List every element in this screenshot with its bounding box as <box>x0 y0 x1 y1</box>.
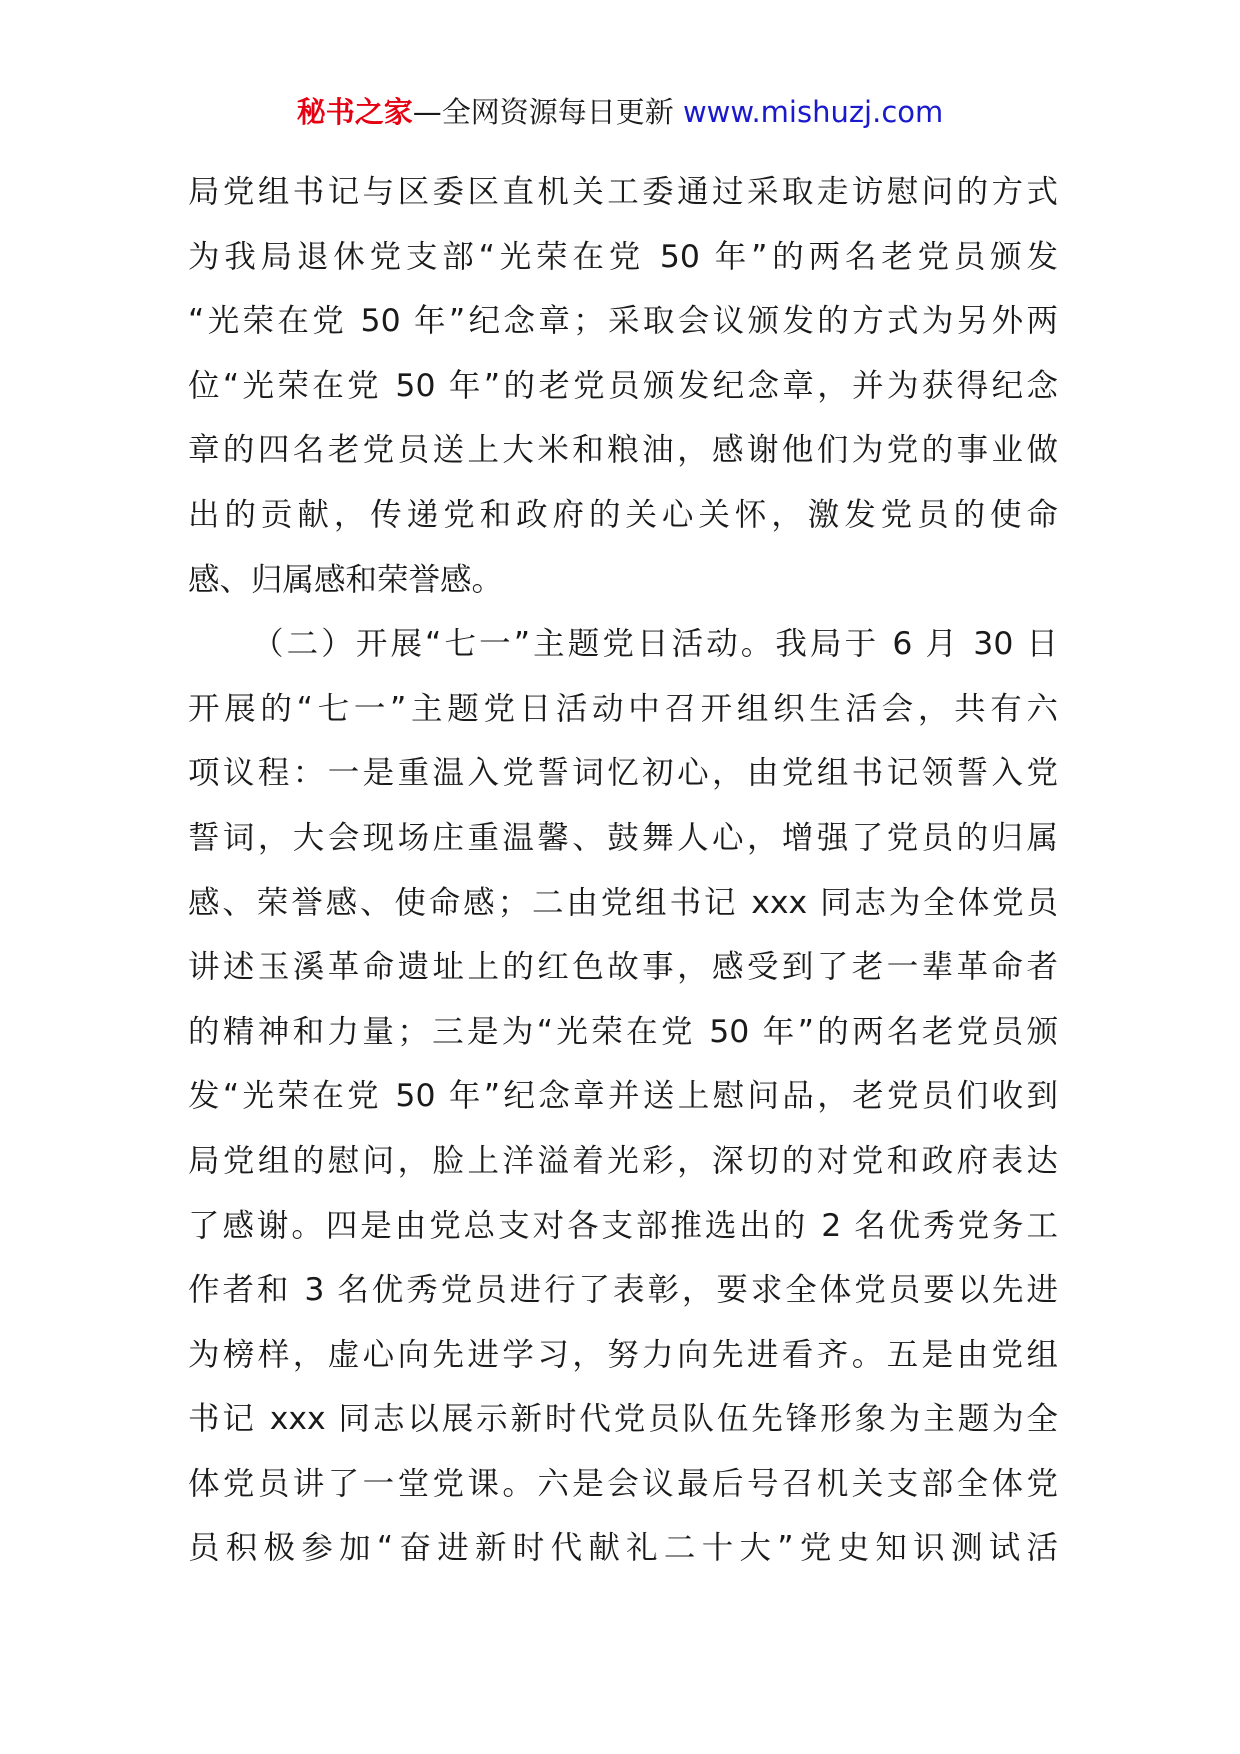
text-line: 为我局退休党支部“光荣在党 50 年”的两名老党员颁发 <box>188 238 1058 275</box>
text-line: 为榜样，虚心向先进学习，努力向先进看齐。五是由党组 <box>188 1336 1058 1373</box>
text-line: 感、荣誉感、使命感；二由党组书记 xxx 同志为全体党员 <box>188 884 1058 921</box>
text-line: 局党组的慰问，脸上洋溢着光彩，深切的对党和政府表达 <box>188 1142 1058 1179</box>
text-line: 体党员讲了一堂党课。六是会议最后号召机关支部全体党 <box>188 1465 1058 1502</box>
text-line: 讲述玉溪革命遗址上的红色故事，感受到了老一辈革命者 <box>188 949 1058 986</box>
page-header <box>0 92 1240 132</box>
header-tagline: —全网资源每日更新 <box>412 95 674 129</box>
text-line: 感、归属感和荣誉感。 <box>188 561 504 598</box>
text-line: 项议程：一是重温入党誓词忆初心，由党组书记领誓入党 <box>188 755 1058 792</box>
paragraph-start-line: （二）开展“七一”主题党日活动。我局于 6 月 30 日 <box>252 626 1058 663</box>
brand-name: 秘书之家 <box>296 95 413 129</box>
text-line: 局党组书记与区委区直机关工委通过采取走访慰问的方式 <box>188 174 1058 210</box>
text-line: 的精神和力量；三是为“光荣在党 50 年”的两名老党员颁 <box>188 1013 1058 1050</box>
site-url[interactable]: www.mishuzj.com <box>682 95 944 129</box>
document-body <box>188 160 1058 1581</box>
text-line: 开展的“七一”主题党日活动中召开组织生活会，共有六 <box>188 690 1058 727</box>
text-line: 出的贡献，传递党和政府的关心关怀，激发党员的使命 <box>188 496 1058 533</box>
text-line: 位“光荣在党 50 年”的老党员颁发纪念章，并为获得纪念 <box>188 367 1058 404</box>
text-line: 发“光荣在党 50 年”纪念章并送上慰问品，老党员们收到 <box>188 1078 1058 1115</box>
text-line: “光荣在党 50 年”纪念章；采取会议颁发的方式为另外两 <box>188 303 1058 340</box>
text-line: 章的四名老党员送上大米和粮油，感谢他们为党的事业做 <box>188 432 1058 469</box>
text-line: 书记 xxx 同志以展示新时代党员队伍先锋形象为主题为全 <box>188 1401 1058 1438</box>
text-line: 作者和 3 名优秀党员进行了表彰，要求全体党员要以先进 <box>188 1272 1058 1309</box>
text-line: 了感谢。四是由党总支对各支部推选出的 2 名优秀党务工 <box>188 1207 1058 1244</box>
text-line: 誓词，大会现场庄重温馨、鼓舞人心，增强了党员的归属 <box>188 819 1058 856</box>
text-line: 员积极参加“奋进新时代献礼二十大”党史知识测试活 <box>188 1530 1058 1567</box>
